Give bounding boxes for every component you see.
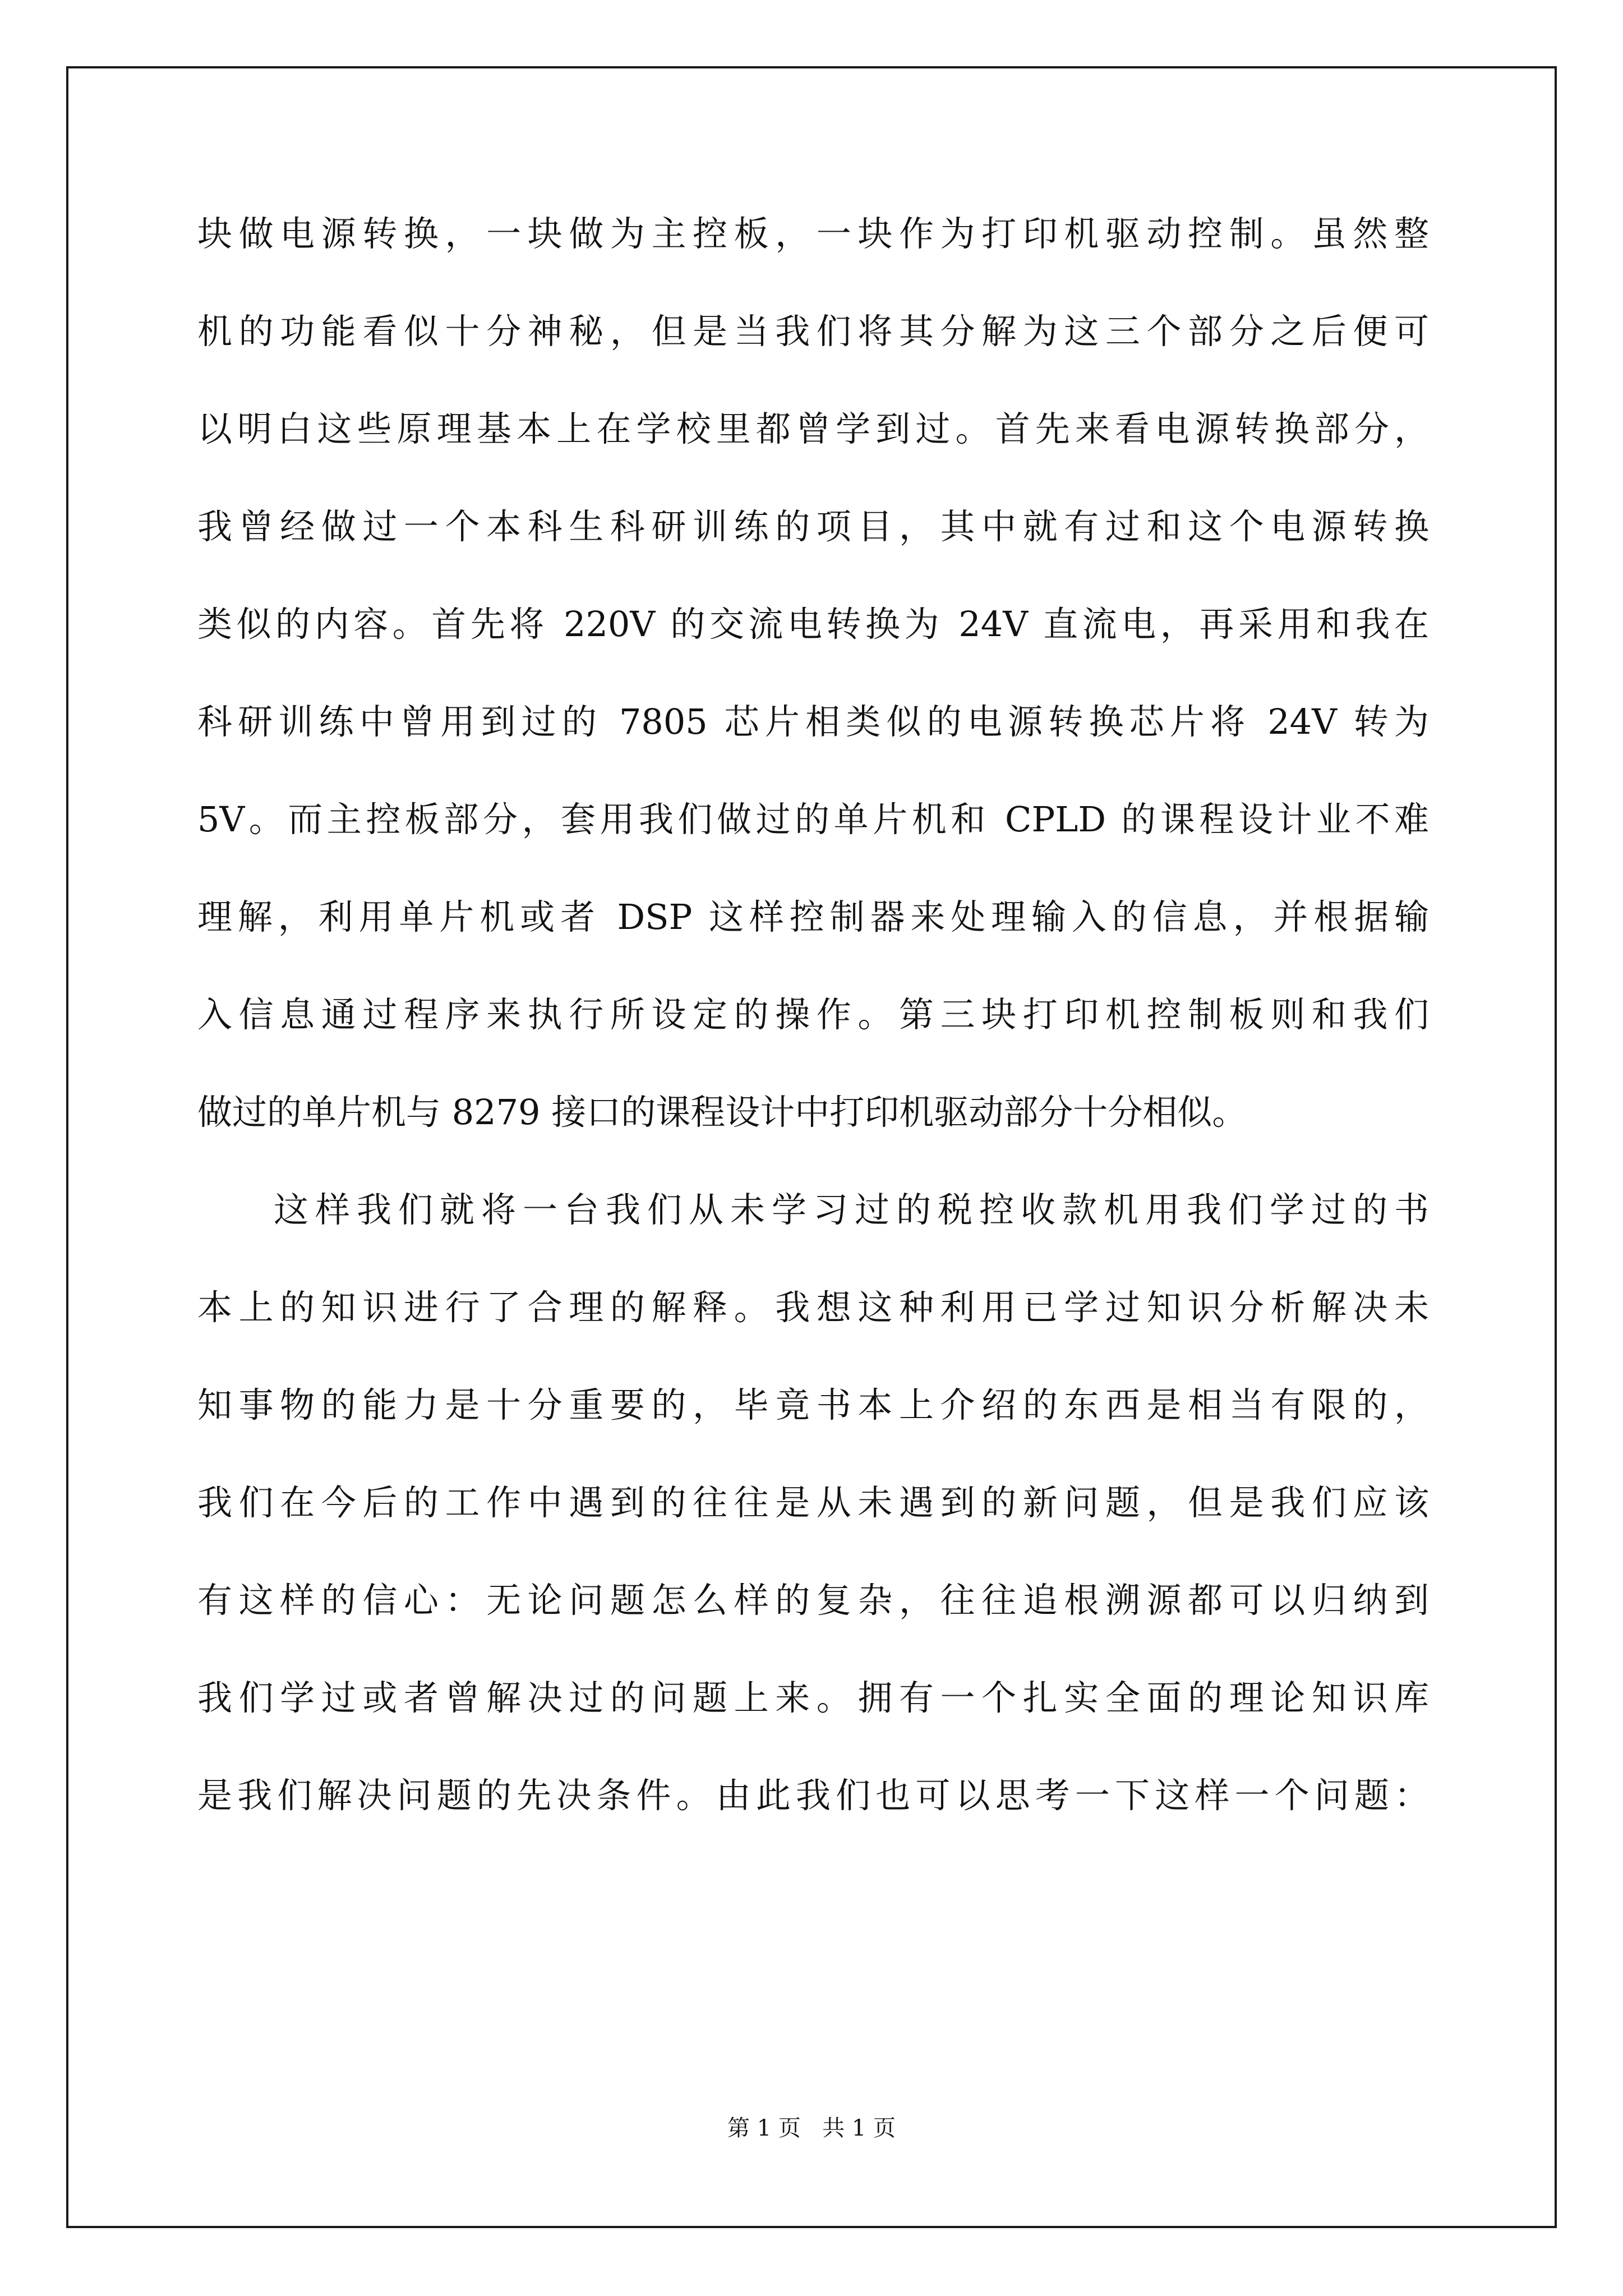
text-line: 机的功能看似十分神秘，但是当我们将其分解为这三个部分之后便可 <box>197 311 1429 352</box>
text-line: 科研训练中曾用到过的 7805 芯片相类似的电源转换芯片将 24V 转为 <box>197 701 1429 742</box>
paragraph-start-line: 这样我们就将一台我们从未学习过的税控收款机用我们学过的书 <box>274 1189 1429 1230</box>
paragraph-end-line: 做过的单片机与 8279 接口的课程设计中打印机驱动部分十分相似。 <box>197 1092 1247 1133</box>
text-line: 是我们解决问题的先决条件。由此我们也可以思考一下这样一个问题： <box>197 1775 1429 1816</box>
text-line: 我们在今后的工作中遇到的往往是从未遇到的新问题，但是我们应该 <box>197 1482 1429 1523</box>
page-footer: 第 1 页 共 1 页 <box>727 2115 896 2141</box>
text-line: 以明白这些原理基本上在学校里都曾学到过。首先来看电源转换部分， <box>197 408 1429 449</box>
text-line: 块做电源转换，一块做为主控板，一块作为打印机驱动控制。虽然整 <box>197 213 1429 254</box>
text-line: 5V。而主控板部分，套用我们做过的单片机和 CPLD 的课程设计业不难 <box>197 799 1429 840</box>
text-line: 知事物的能力是十分重要的，毕竟书本上介绍的东西是相当有限的， <box>197 1384 1429 1425</box>
text-line: 我们学过或者曾解决过的问题上来。拥有一个扎实全面的理论知识库 <box>197 1677 1429 1718</box>
text-line: 有这样的信心：无论问题怎么样的复杂，往往追根溯源都可以归纳到 <box>197 1580 1429 1621</box>
text-line: 我曾经做过一个本科生科研训练的项目，其中就有过和这个电源转换 <box>197 506 1429 547</box>
text-line: 理解，利用单片机或者 DSP 这样控制器来处理输入的信息，并根据输 <box>197 896 1429 937</box>
text-line: 类似的内容。首先将 220V 的交流电转换为 24V 直流电，再采用和我在 <box>197 604 1429 645</box>
text-line: 本上的知识进行了合理的解释。我想这种利用已学过知识分析解决未 <box>197 1287 1429 1328</box>
document-body <box>197 213 1429 1872</box>
text-line: 入信息通过程序来执行所设定的操作。第三块打印机控制板则和我们 <box>197 994 1429 1035</box>
